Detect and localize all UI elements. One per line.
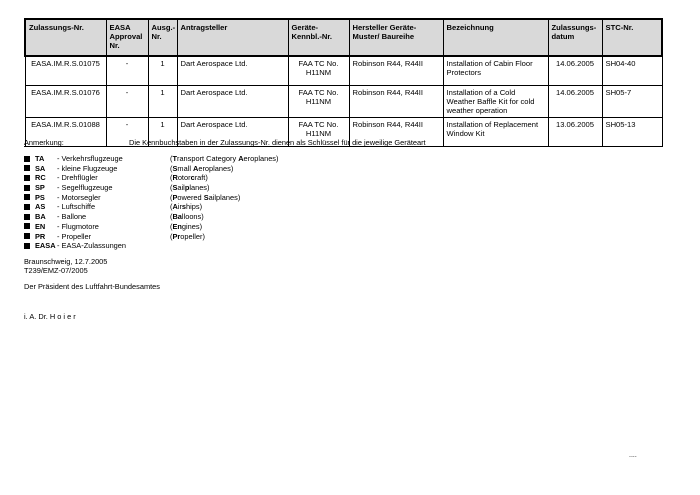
- table-cell: Dart Aerospace Ltd.: [177, 118, 288, 147]
- legend-term-segment: raft: [194, 173, 206, 183]
- legend-code: EN: [35, 221, 46, 231]
- legend-english-term: (Engines): [170, 221, 203, 231]
- legend-english-term: (Airships): [170, 202, 203, 212]
- legend-description: - Drehflügler: [57, 173, 98, 183]
- table-cell: 1: [148, 118, 177, 147]
- table-cell: Installation of a Cold Weather Baffle Kit for cold weather operation: [443, 86, 548, 118]
- legend-item: [24, 202, 278, 212]
- column-header: Zulassungs-datum: [548, 19, 602, 56]
- legend-description: - Segelflugzeuge: [57, 183, 113, 193]
- table-cell: Dart Aerospace Ltd.: [177, 56, 288, 86]
- legend-term-segment: eroplanes: [243, 154, 277, 163]
- table-cell: SH05-13: [602, 118, 662, 147]
- legend-code: SA: [35, 163, 46, 173]
- president-line: Der Präsident des Luftfahrt-Bundesamtes: [24, 282, 160, 291]
- legend-term-segment: opeller: [180, 231, 203, 241]
- legend-term-segment: S: [172, 163, 178, 173]
- table-cell: Robinson R44, R44II: [349, 56, 443, 86]
- legend-term-segment: S: [172, 183, 178, 193]
- table-cell: Robinson R44, R44II: [349, 86, 443, 118]
- legend-code: TA: [35, 154, 45, 163]
- legend-term-segment: c: [190, 173, 195, 183]
- legend-term-segment: P: [172, 192, 178, 202]
- column-header: Hersteller Geräte-Muster/ Baureihe: [349, 19, 443, 56]
- table-cell: -: [106, 86, 148, 118]
- legend-english-term: (Powered Sailplanes): [170, 192, 241, 202]
- legend-description: - Motorsegler: [57, 192, 101, 202]
- legend-list: [24, 154, 278, 251]
- legend-term-segment: lanes: [189, 183, 207, 193]
- legend-term-segment: A: [238, 154, 244, 163]
- table-cell: FAA TC No. H11NM: [288, 118, 349, 147]
- legend-description: - Ballone: [57, 212, 87, 222]
- table-cell: SH05-7: [602, 86, 662, 118]
- legend-term-segment: ailplanes: [208, 192, 238, 202]
- legend-description: - Luftschiffe: [57, 202, 96, 212]
- legend-code: EASA: [35, 241, 56, 251]
- table-cell: EASA.IM.R.S.01076: [25, 86, 106, 118]
- legend-term-segment: mall: [177, 163, 194, 173]
- legend-english-term: (Sailplanes): [170, 183, 210, 193]
- legend-term-segment: p: [184, 183, 190, 193]
- table-cell: 1: [148, 56, 177, 86]
- page-continuation-mark: ....: [629, 452, 637, 459]
- legend-item: [24, 193, 278, 203]
- legend-item: [24, 232, 278, 242]
- bullet-square-icon: [24, 204, 30, 210]
- place-date: Braunschweig, 12.7.2005: [24, 257, 108, 266]
- bullet-square-icon: [24, 165, 30, 171]
- remark-text: Die Kennbuchstaben in der Zulassungs-Nr. dienen als Schlüssel für die jeweilige Geräteart: [129, 138, 426, 147]
- table-cell: 14.06.2005: [548, 86, 602, 118]
- legend-item: [24, 241, 278, 251]
- table-cell: Dart Aerospace Ltd.: [177, 86, 288, 118]
- table-cell: FAA TC No. H11NM: [288, 56, 349, 86]
- table-cell: -: [106, 56, 148, 86]
- legend-english-term: (Balloons): [170, 212, 204, 222]
- table-cell: EASA.IM.R.S.01088: [25, 118, 106, 147]
- legend-item: [24, 222, 278, 232]
- legend-term-segment: ir: [177, 202, 182, 212]
- table-cell: EASA.IM.R.S.01075: [25, 56, 106, 86]
- legend-term-segment: ransport Category: [176, 154, 239, 163]
- legend-term-segment: T: [172, 154, 177, 163]
- bullet-square-icon: [24, 156, 30, 162]
- legend-code: SP: [35, 183, 45, 193]
- legend-item: [24, 164, 278, 174]
- legend-term-segment: otor: [177, 173, 191, 183]
- legend-code: BA: [35, 212, 46, 222]
- legend-item: [24, 212, 278, 222]
- column-header: Antragsteller: [177, 19, 288, 56]
- legend-term-segment: Pr: [172, 231, 181, 241]
- column-header: Geräte-Kennbl.-Nr.: [288, 19, 349, 56]
- table-cell: 1: [148, 86, 177, 118]
- legend-term-segment: lloons: [181, 212, 202, 222]
- table-cell: Robinson R44, R44II: [349, 118, 443, 147]
- legend-term-segment: hips: [186, 202, 200, 212]
- column-header: STC-Nr.: [602, 19, 662, 56]
- table-cell: Installation of Replacement Window Kit: [443, 118, 548, 147]
- legend-english-term: (Small Aeroplanes): [170, 163, 234, 173]
- table-cell: SH04-40: [602, 56, 662, 86]
- column-header: Zulassungs-Nr.: [25, 19, 106, 56]
- table-cell: 13.06.2005: [548, 118, 602, 147]
- table-row: [25, 86, 662, 118]
- legend-code: AS: [35, 202, 46, 212]
- legend-item: [24, 183, 278, 193]
- reference-number: T239/EMZ-07/2005: [24, 266, 88, 275]
- bullet-square-icon: [24, 223, 30, 229]
- bullet-square-icon: [24, 233, 30, 239]
- legend-term-segment: eroplanes: [198, 163, 231, 173]
- legend-english-term: (Rotorcraft): [170, 173, 208, 183]
- legend-term-segment: R: [172, 173, 178, 183]
- legend-code: RC: [35, 173, 46, 183]
- table-cell: 14.06.2005: [548, 56, 602, 86]
- legend-english-term: (Transport Category Aeroplanes): [170, 154, 279, 163]
- legend-term-segment: S: [203, 192, 209, 202]
- legend-item: [24, 154, 278, 164]
- table-cell: -: [106, 118, 148, 147]
- legend-code: PS: [35, 192, 45, 202]
- signature-line: i. A. Dr. H o i e r: [24, 312, 76, 321]
- column-header: EASA Approval Nr.: [106, 19, 148, 56]
- legend-term-segment: owered: [177, 192, 204, 202]
- legend-term-segment: s: [181, 202, 187, 212]
- legend-term-segment: A: [172, 202, 178, 212]
- legend-description: - Propeller: [57, 231, 92, 241]
- legend-description: - Flugmotore: [57, 221, 99, 231]
- bullet-square-icon: [24, 194, 30, 200]
- legend-description: - kleine Flugzeuge: [57, 163, 118, 173]
- legend-term-segment: En: [172, 221, 182, 231]
- legend-description: - Verkehrsflugzeuge: [57, 154, 123, 163]
- remark-label: Anmerkung:: [24, 138, 64, 147]
- column-header: Bezeichnung: [443, 19, 548, 56]
- legend-item: [24, 173, 278, 183]
- legend-english-term: (Propeller): [170, 231, 205, 241]
- legend-term-segment: A: [193, 163, 199, 173]
- legend-term-segment: gines: [181, 221, 200, 231]
- legend-description: - EASA-Zulassungen: [57, 241, 127, 251]
- table-cell: Installation of Cabin Floor Protectors: [443, 56, 548, 86]
- table-row: [25, 56, 662, 86]
- legend-term-segment: Ba: [172, 212, 182, 222]
- column-header: Ausg.-Nr.: [148, 19, 177, 56]
- legend-term-segment: ail: [177, 183, 185, 193]
- remark: [24, 138, 664, 147]
- bullet-square-icon: [24, 243, 30, 249]
- legend-code: PR: [35, 231, 46, 241]
- table-header-row: [25, 19, 662, 56]
- bullet-square-icon: [24, 185, 30, 191]
- bullet-square-icon: [24, 175, 30, 181]
- table-cell: FAA TC No. H11NM: [288, 86, 349, 118]
- bullet-square-icon: [24, 214, 30, 220]
- stc-table: [24, 18, 663, 147]
